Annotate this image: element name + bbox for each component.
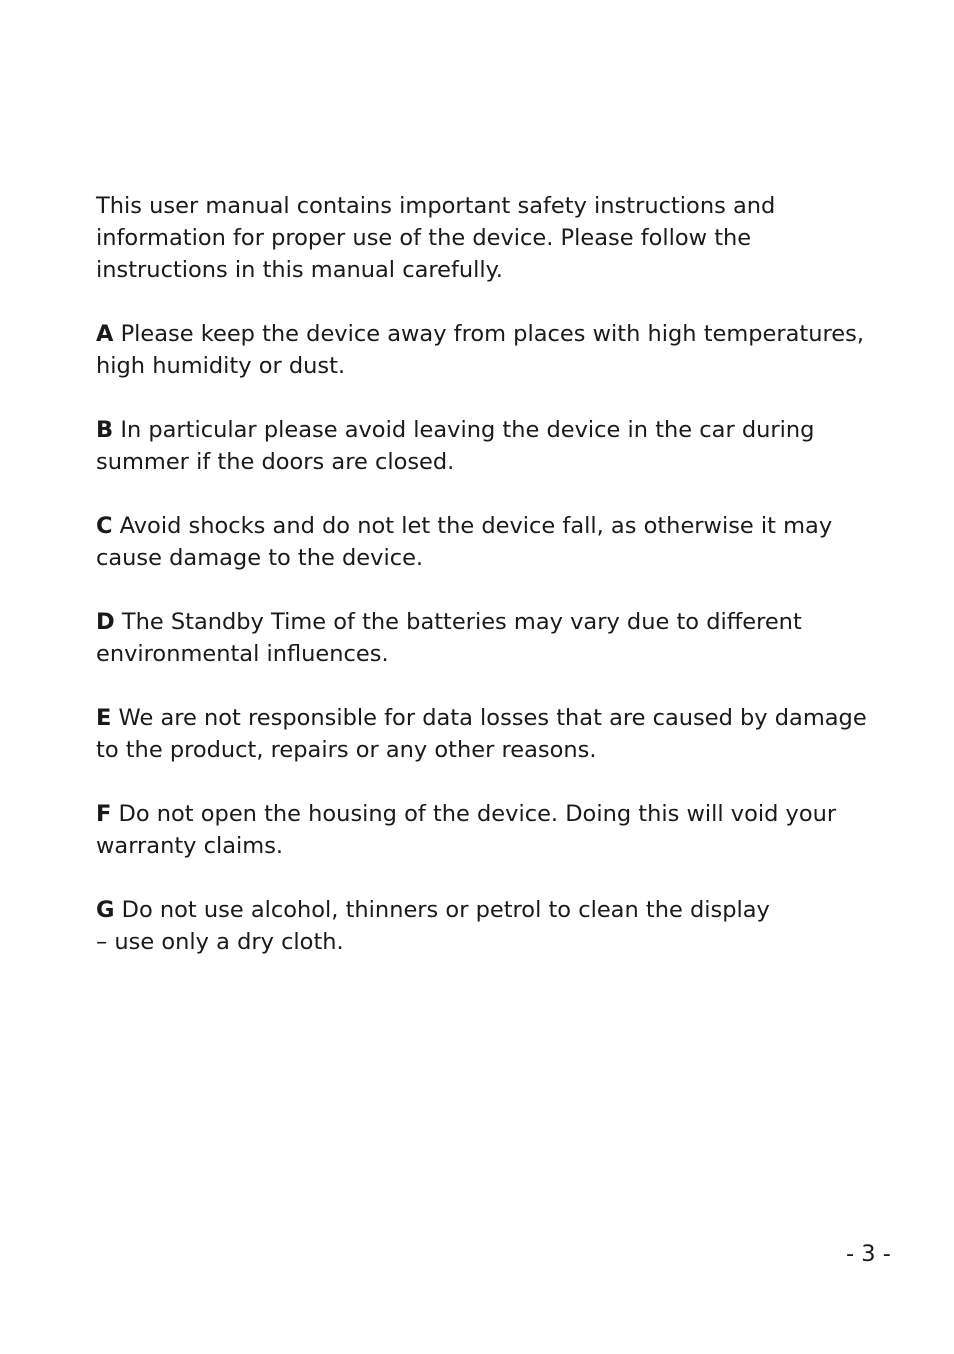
safety-item-a [96,318,896,382]
safety-item-b [96,414,896,478]
safety-item-c [96,510,896,574]
safety-item-f [96,798,896,862]
page-number: - 3 - [846,1241,891,1267]
item-letter-g: G [96,897,115,923]
item-text-c: Avoid shocks and do not let the device fall, as otherwise it may cause damage to the device. [96,513,833,571]
item-letter-e: E [96,705,112,731]
item-letter-a: A [96,321,114,347]
item-text-e: We are not responsible for data losses that are caused by damage to the product, repairs or any other reasons. [96,705,867,763]
safety-item-g [96,894,896,958]
item-letter-c: C [96,513,113,539]
item-text-d: The Standby Time of the batteries may vary due to different environmental influences. [96,609,802,667]
item-text-a: Please keep the device away from places with high temperatures, high humidity or dust. [96,321,864,379]
item-letter-b: B [96,417,114,443]
safety-item-d [96,606,896,670]
manual-content [96,190,896,990]
item-text-f: Do not open the housing of the device. Doing this will void your warranty claims. [96,801,837,859]
safety-item-e [96,702,896,766]
item-letter-f: F [96,801,112,827]
item-text-g: Do not use alcohol, thinners or petrol to clean the display – use only a dry cloth. [96,897,770,955]
item-text-b: In particular please avoid leaving the device in the car during summer if the doors are closed. [96,417,815,475]
intro-paragraph: This user manual contains important safety instructions and information for proper use of the device. Please follow the instructions in this manual carefully. [96,193,776,283]
item-letter-d: D [96,609,115,635]
